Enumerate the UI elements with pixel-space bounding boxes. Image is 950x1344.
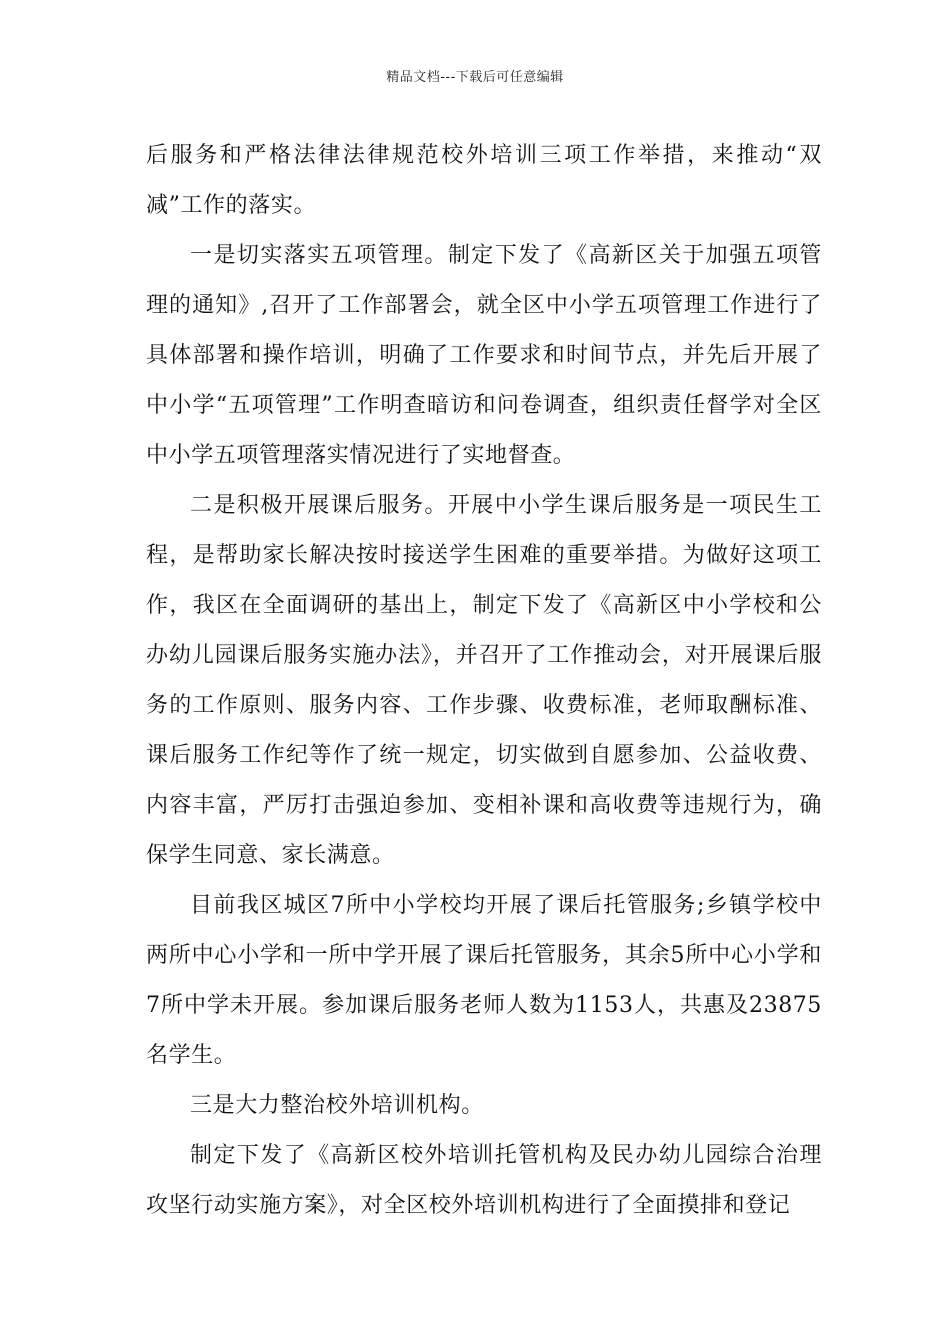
- paragraph-action-plan: 制定下发了《高新区校外培训托管机构及民办幼儿园综合治理攻坚行动实施方案》，对全区校外培训机构进行了全面摸排和登记: [146, 1143, 822, 1218]
- paragraph-five-management: 一是切实落实五项管理。制定下发了《高新区关于加强五项管理的通知》,召开了工作部署会，就全区中小学五项管理工作进行了具体部署和操作培训，明确了工作要求和时间节点，并先后开展了中小学“五项管理”工作明查暗访和问卷调查，组织责任督学对全区中小学五项管理落实情况进行了实地督查。: [146, 243, 822, 468]
- paragraph-training-rectification-heading: 三是大力整治校外培训机构。: [190, 1093, 484, 1118]
- page-header: 精品文档---下载后可任意编辑: [386, 70, 564, 85]
- paragraph-continuation: 后服务和严格法律法律规范校外培训三项工作举措，来推动“双减”工作的落实。: [146, 143, 822, 218]
- document-body: [146, 131, 822, 1231]
- paragraph-current-status: 目前我区城区7所中小学校均开展了课后托管服务;乡镇学校中两所中心小学和一所中学开展了课后托管服务，其余5所中心小学和7所中学未开展。参加课后服务老师人数为1153人，共惠及23875名学生。: [146, 893, 822, 1068]
- paragraph-after-school-service: 二是积极开展课后服务。开展中小学生课后服务是一项民生工程，是帮助家长解决按时接送学生困难的重要举措。为做好这项工作，我区在全面调研的基出上，制定下发了《高新区中小学校和公办幼儿园课后服务实施办法》，并召开了工作推动会，对开展课后服务的工作原则、服务内容、工作步骤、收费标准，老师取酬标准、课后服务工作纪等作了统一规定，切实做到自愿参加、公益收费、内容丰富，严厉打击强迫参加、变相补课和高收费等违规行为，确保学生同意、家长满意。: [146, 493, 822, 868]
